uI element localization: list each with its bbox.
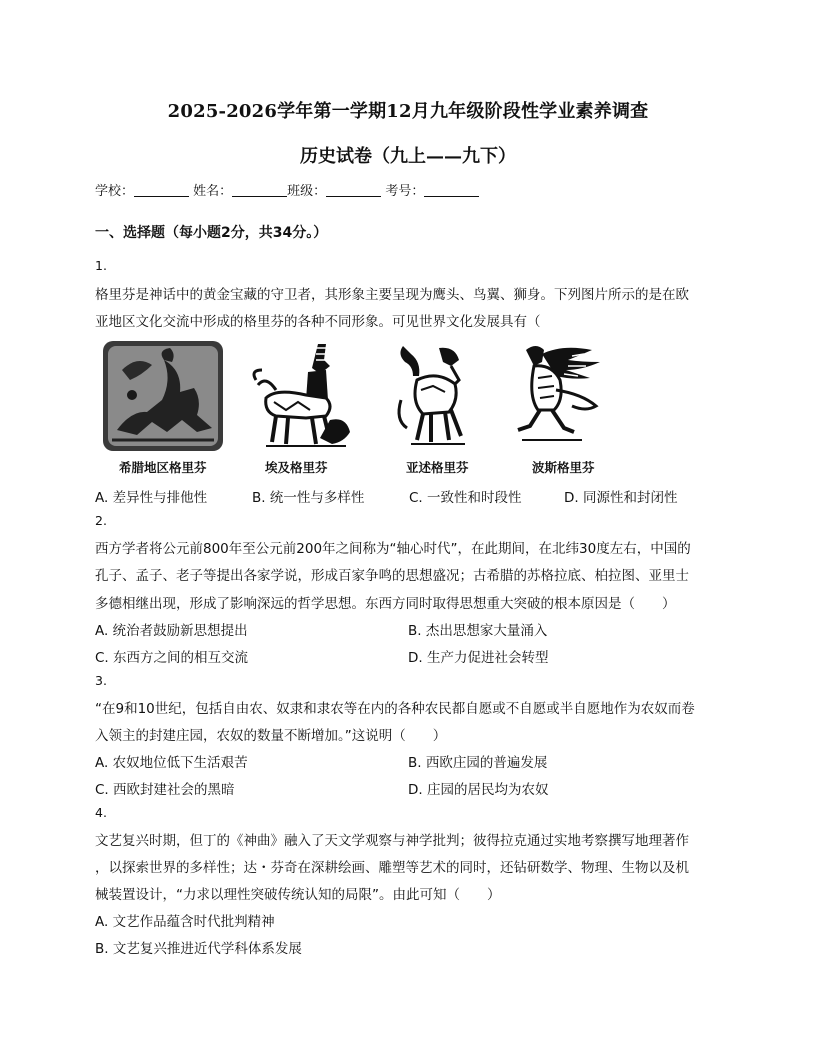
- exam-no-blank[interactable]: [424, 182, 479, 197]
- question-number: 2.: [95, 513, 107, 528]
- question-text-line: 西方学者将公元前800年至公元前200年之间称为“轴心时代”，在此期间，在北纬30度左右，中国的: [95, 541, 691, 557]
- question-text-line: 格里芬是神话中的黄金宝藏的守卫者，其形象主要呈现为鹰头、鸟翼、狮身。下列图片所示的是在欧: [95, 287, 689, 303]
- question-text-line: 孔子、孟子、老子等提出各家学说，形成百家争鸣的思想盛况；古希腊的苏格拉底、柏拉图、亚里士: [95, 568, 689, 584]
- question-text-line: 械装置设计，“力求以理性突破传统认知的局限”。由此可知（ ）: [95, 887, 501, 903]
- option-c[interactable]: C. 东西方之间的相互交流: [95, 650, 249, 666]
- school-blank[interactable]: [134, 182, 189, 197]
- option-d[interactable]: D. 同源性和封闭性: [564, 490, 678, 506]
- option-d[interactable]: D. 庄园的居民均为农奴: [408, 782, 549, 798]
- option-c[interactable]: C. 西欧封建社会的黑暗: [95, 782, 235, 798]
- exam-subtitle: 历史试卷（九上——九下）: [300, 146, 516, 167]
- question-text-line: “在9和10世纪，包括自由农、奴隶和隶农等在内的各种农民都自愿或不自愿或半自愿地作为农奴而卷: [95, 701, 695, 717]
- school-label: 学校：: [95, 184, 135, 199]
- student-info-line: [95, 180, 479, 199]
- exam-no-label: 考号：: [385, 184, 425, 199]
- class-label: 班级：: [287, 184, 327, 199]
- assyrian-griffin-image: [393, 340, 475, 452]
- greek-griffin-image: [102, 340, 224, 452]
- question-number: 4.: [95, 805, 107, 820]
- persian-griffin-image: [512, 340, 608, 452]
- egyptian-griffin-image: [246, 340, 358, 452]
- question-number: 1.: [95, 258, 107, 273]
- figure-caption: 埃及格里芬: [265, 460, 328, 475]
- class-blank[interactable]: [326, 182, 381, 197]
- question-text-line: 多德相继出现，形成了影响深远的哲学思想。东西方同时取得思想重大突破的根本原因是（ ）: [95, 596, 676, 612]
- question-text-line: 文艺复兴时期，但丁的《神曲》融入了天文学观察与神学批判；彼得拉克通过实地考察撰写地理著作: [95, 833, 689, 849]
- question-number: 3.: [95, 673, 107, 688]
- figure-caption: 亚述格里芬: [406, 460, 469, 475]
- option-b[interactable]: B. 文艺复兴推进近代学科体系发展: [95, 941, 302, 957]
- name-label: 姓名：: [193, 184, 233, 199]
- option-a[interactable]: A. 文艺作品蕴含时代批判精神: [95, 914, 275, 930]
- option-a[interactable]: A. 农奴地位低下生活艰苦: [95, 755, 248, 771]
- question-text-line: ，以探索世界的多样性；达・芬奇在深耕绘画、雕塑等艺术的同时，还钻研数学、物理、生物以及机: [95, 860, 689, 876]
- option-a[interactable]: A. 统治者鼓励新思想提出: [95, 623, 248, 639]
- name-blank[interactable]: [232, 182, 287, 197]
- option-d[interactable]: D. 生产力促进社会转型: [408, 650, 549, 666]
- option-b[interactable]: B. 统一性与多样性: [252, 490, 365, 506]
- option-c[interactable]: C. 一致性和时段性: [409, 490, 522, 506]
- figure-caption: 希腊地区格里芬: [119, 460, 207, 475]
- question-text-line: 亚地区文化交流中形成的格里芬的各种不同形象。可见世界文化发展具有（: [95, 314, 541, 330]
- question-text-line: 入领主的封建庄园，农奴的数量不断增加。”这说明（ ）: [95, 728, 447, 744]
- option-b[interactable]: B. 杰出思想家大量涌入: [408, 623, 548, 639]
- section-heading: 一、选择题（每小题2分，共34分。）: [95, 225, 328, 241]
- option-b[interactable]: B. 西欧庄园的普遍发展: [408, 755, 548, 771]
- figure-caption: 波斯格里芬: [532, 460, 595, 475]
- option-a[interactable]: A. 差异性与排他性: [95, 490, 208, 506]
- exam-title: 2025-2026学年第一学期12月九年级阶段性学业素养调查: [167, 101, 649, 122]
